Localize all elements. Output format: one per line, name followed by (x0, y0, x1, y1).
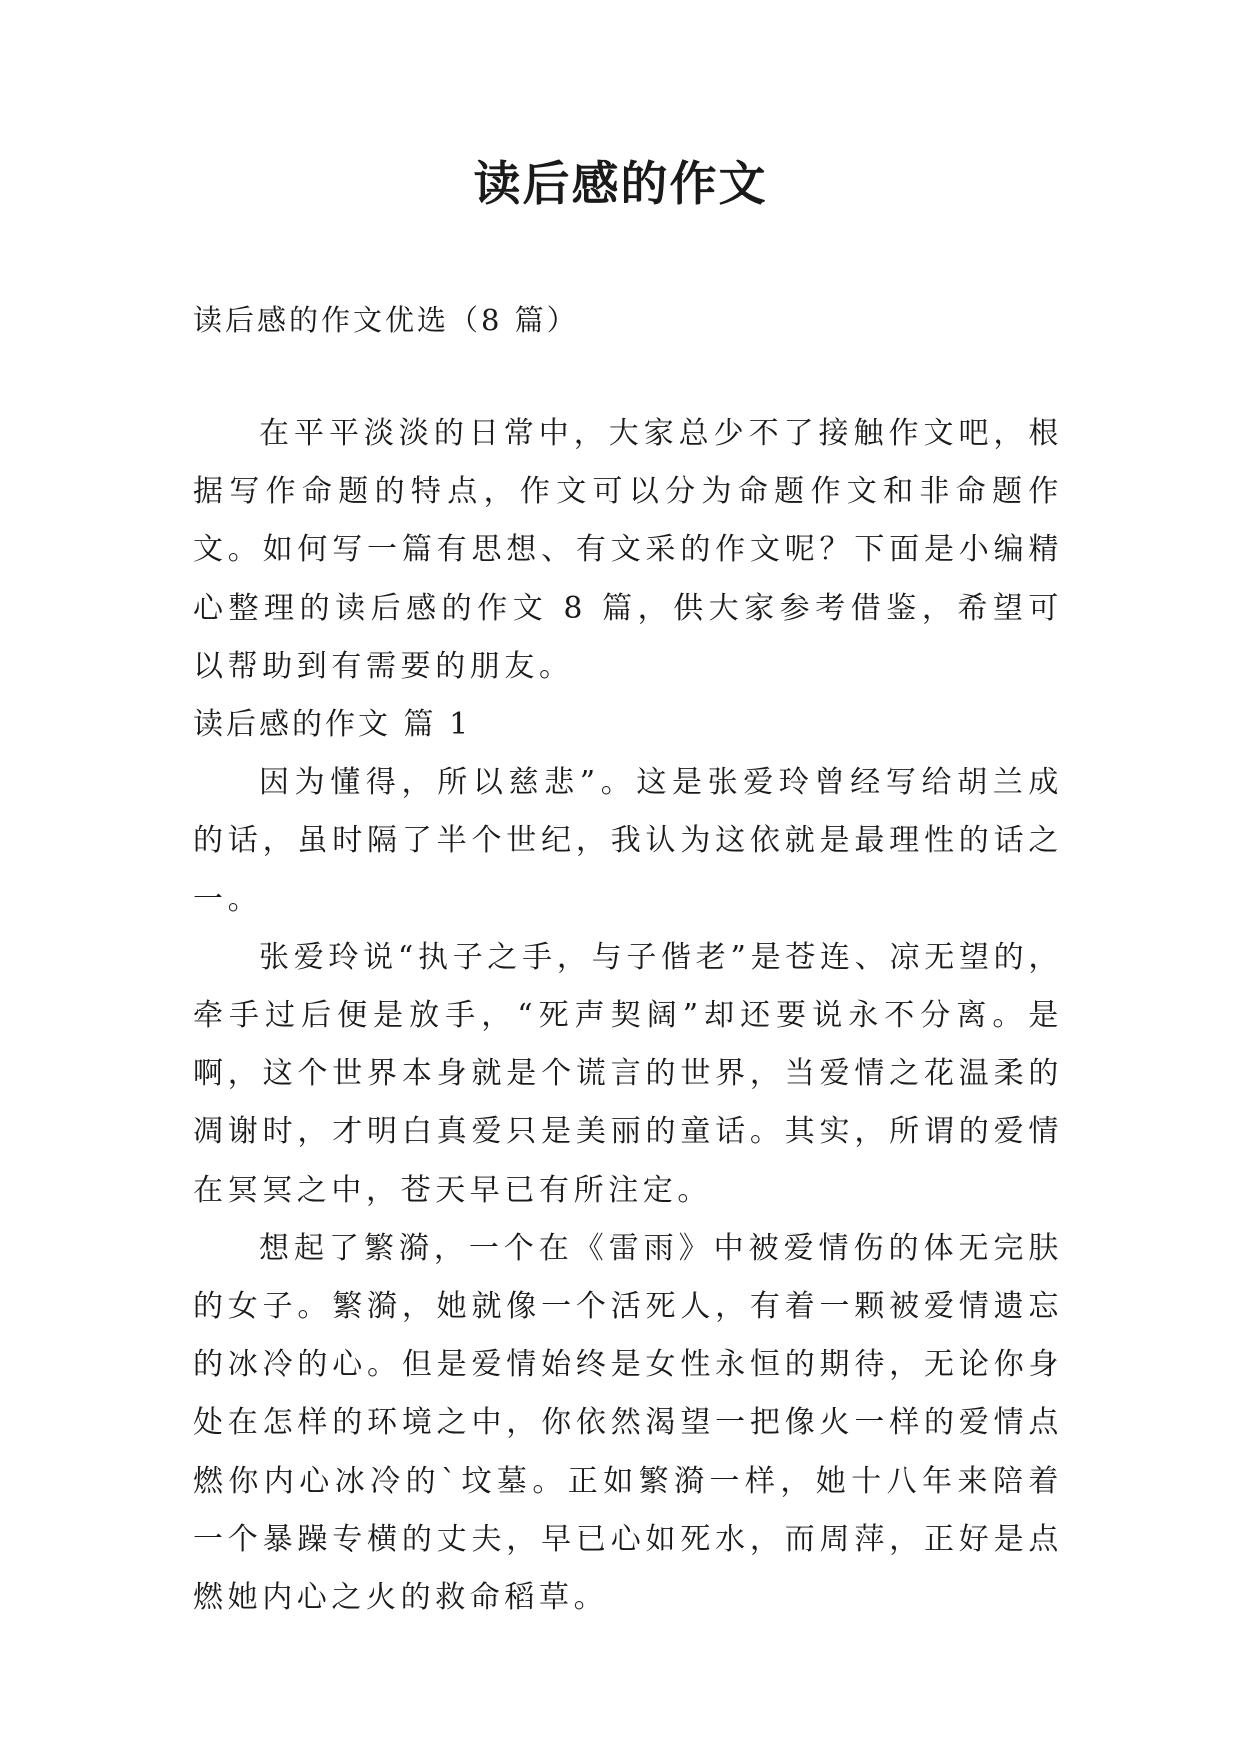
section-heading: 读后感的作文 篇 1 (193, 707, 472, 743)
body-paragraph: 因为懂得，所以慈悲”。这是张爱玲曾经写给胡兰成的话，虽时隔了半个世纪，我认为这依就是最理性的话之一。 (193, 765, 1063, 917)
body-paragraph: 想起了繁漪，一个在《雷雨》中被爱情伤的体无完肤的女子。繁漪，她就像一个活死人，有着一颗被爱情遗忘的冰冷的心。但是爱情始终是女性永恒的期待，无论你身处在怎样的环境之中，你依然渴望一把像火一样的爱情点燃你内心冰冷的`坟墓。正如繁漪一样，她十八年来陪着一个暴躁专横的丈夫，早已心如死水，而周萍，正好是点燃她内心之火的救命稻草。 (193, 1230, 1063, 1616)
document-body (193, 405, 1063, 1627)
body-paragraph: 张爱玲说“执子之手，与子偕老”是苍连、凉无望的，牵手过后便是放手，“死声契阔”却还要说永不分离。是啊，这个世界本身就是个谎言的世界，当爱情之花温柔的凋谢时，才明白真爱只是美丽的童话。其实，所谓的爱情在冥冥之中，苍天早已有所注定。 (193, 939, 1063, 1208)
document-title: 读后感的作文 (473, 157, 768, 212)
document-subtitle: 读后感的作文优选（8 篇） (193, 303, 579, 337)
intro-paragraph: 在平平淡淡的日常中，大家总少不了接触作文吧，根据写作命题的特点，作文可以分为命题作文和非命题作文。如何写一篇有思想、有文采的作文呢？下面是小编精心整理的读后感的作文 8 篇，供大家参考借鉴，希望可以帮助到有需要的朋友。 (193, 416, 1063, 684)
